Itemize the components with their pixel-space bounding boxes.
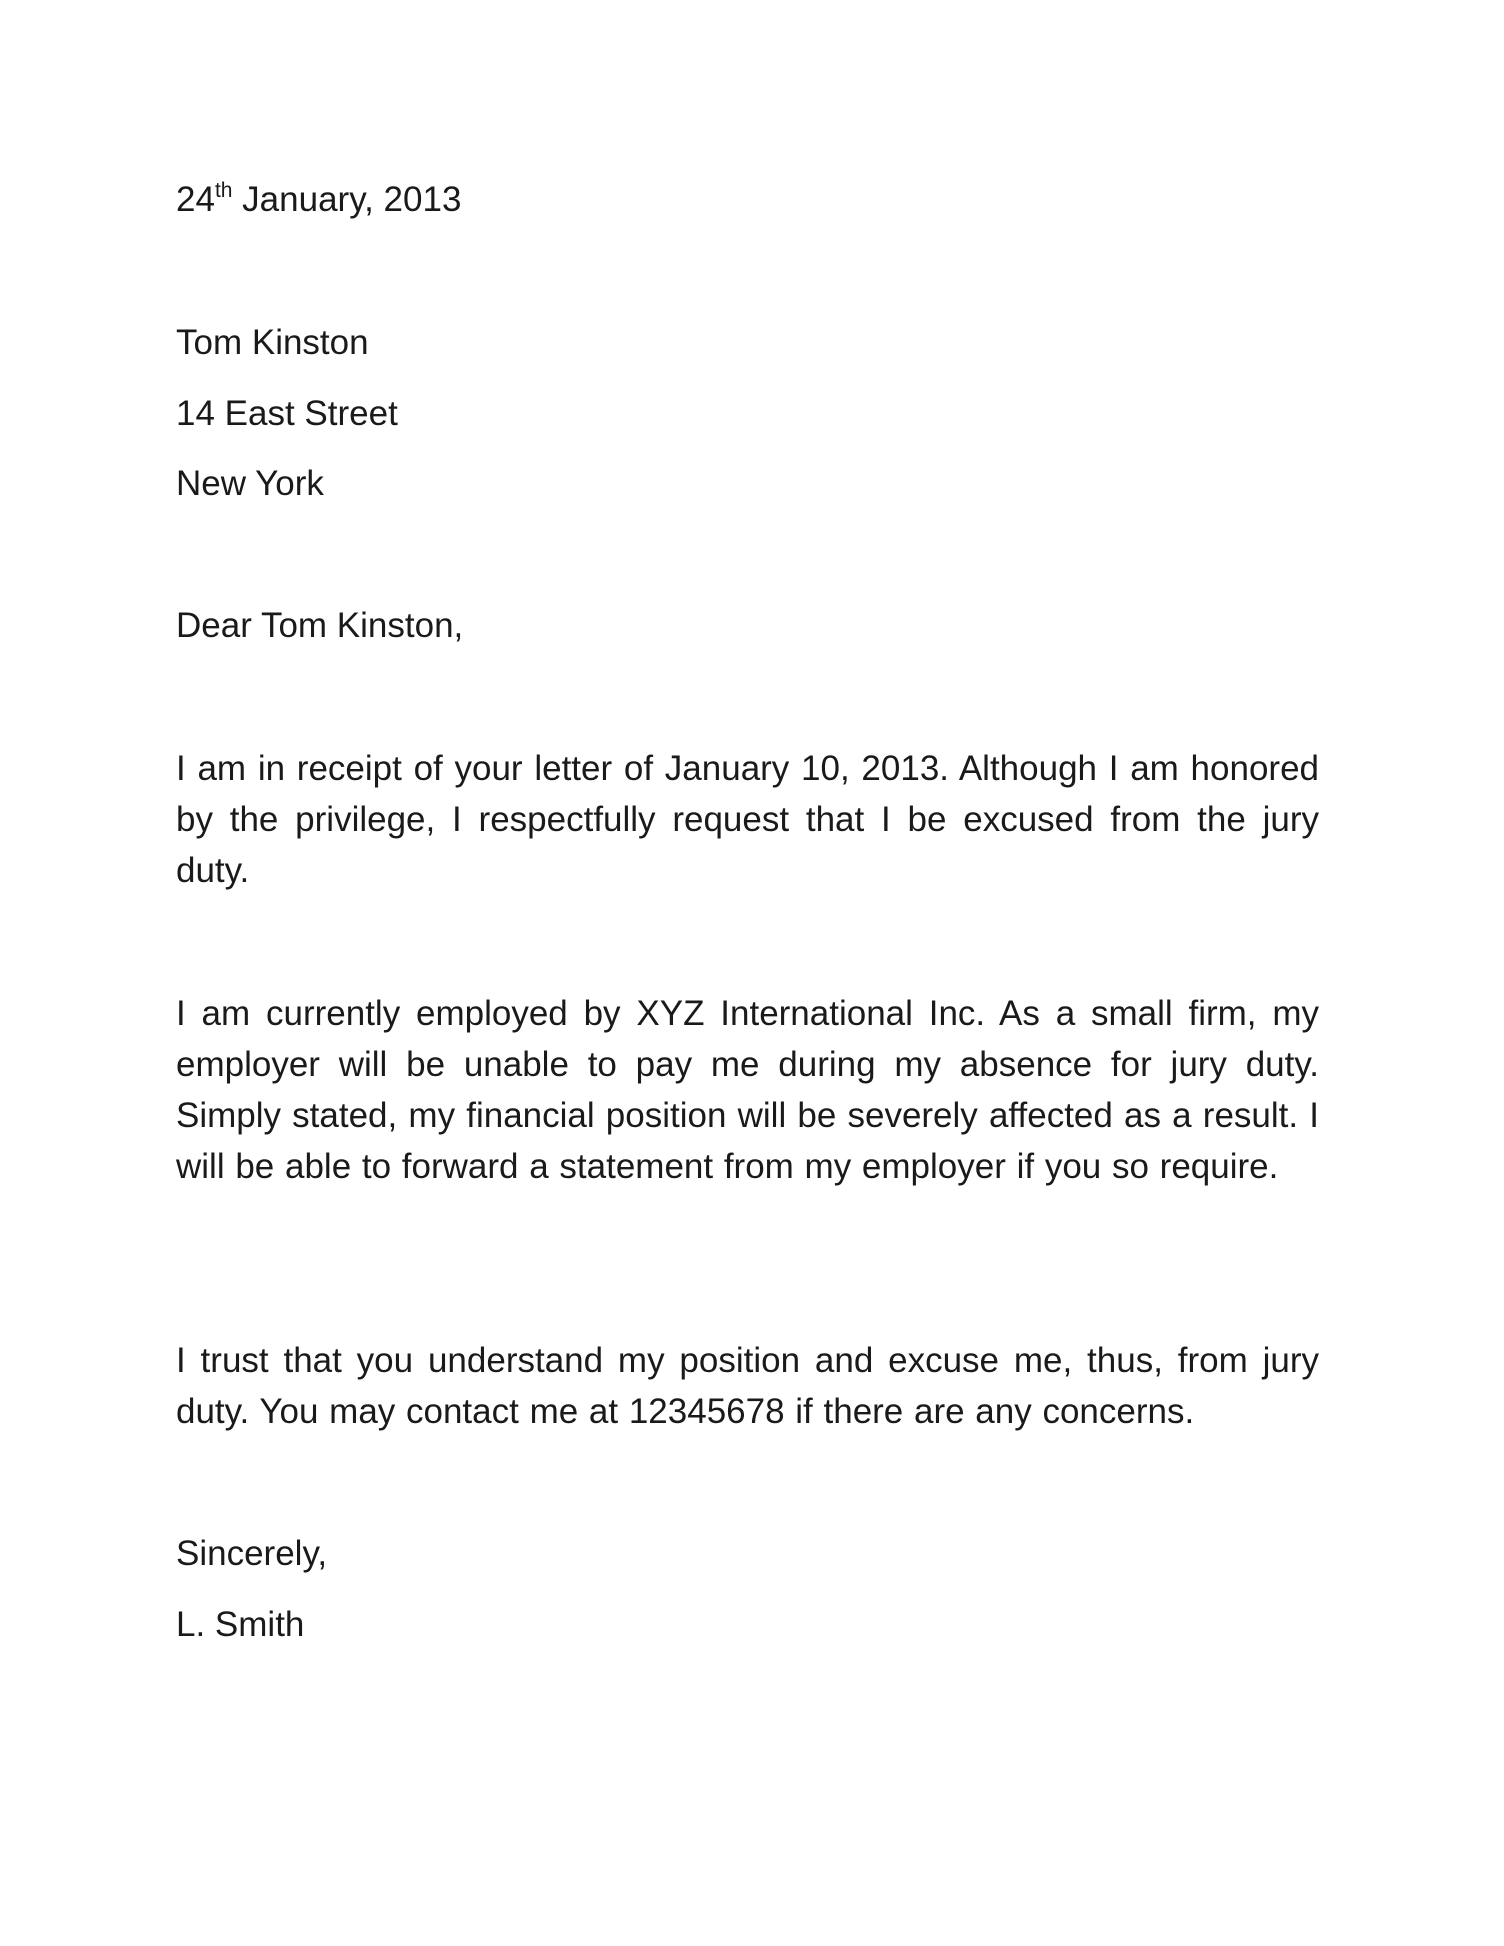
recipient-street: 14 East Street	[176, 394, 398, 433]
body-paragraph-3: I trust that you understand my position and excuse me, thus, from jury duty. You may contact me at 12345678 if there are any concerns.	[176, 1341, 1319, 1431]
date-suffix: th	[214, 179, 233, 202]
body-paragraph-2: I am currently employed by XYZ International Inc. As a small firm, my employer will be unable to pay me during my absence for jury duty. Simply stated, my financial position will be severely affected as a result. I will be able to forward a statement from my employer if you so require.	[176, 994, 1319, 1186]
recipient-city: New York	[176, 464, 324, 503]
body-paragraph-1: I am in receipt of your letter of January 10, 2013. Although I am honored by the privilege, I respectfully request that I be excused from the jury duty.	[176, 749, 1319, 890]
salutation: Dear Tom Kinston,	[176, 606, 464, 645]
recipient-name: Tom Kinston	[176, 323, 369, 362]
signature-name: L. Smith	[176, 1605, 305, 1644]
date-day: 24	[176, 180, 215, 219]
letter-date	[176, 174, 461, 226]
closing: Sincerely,	[176, 1534, 328, 1573]
date-month-year: January, 2013	[232, 180, 462, 219]
